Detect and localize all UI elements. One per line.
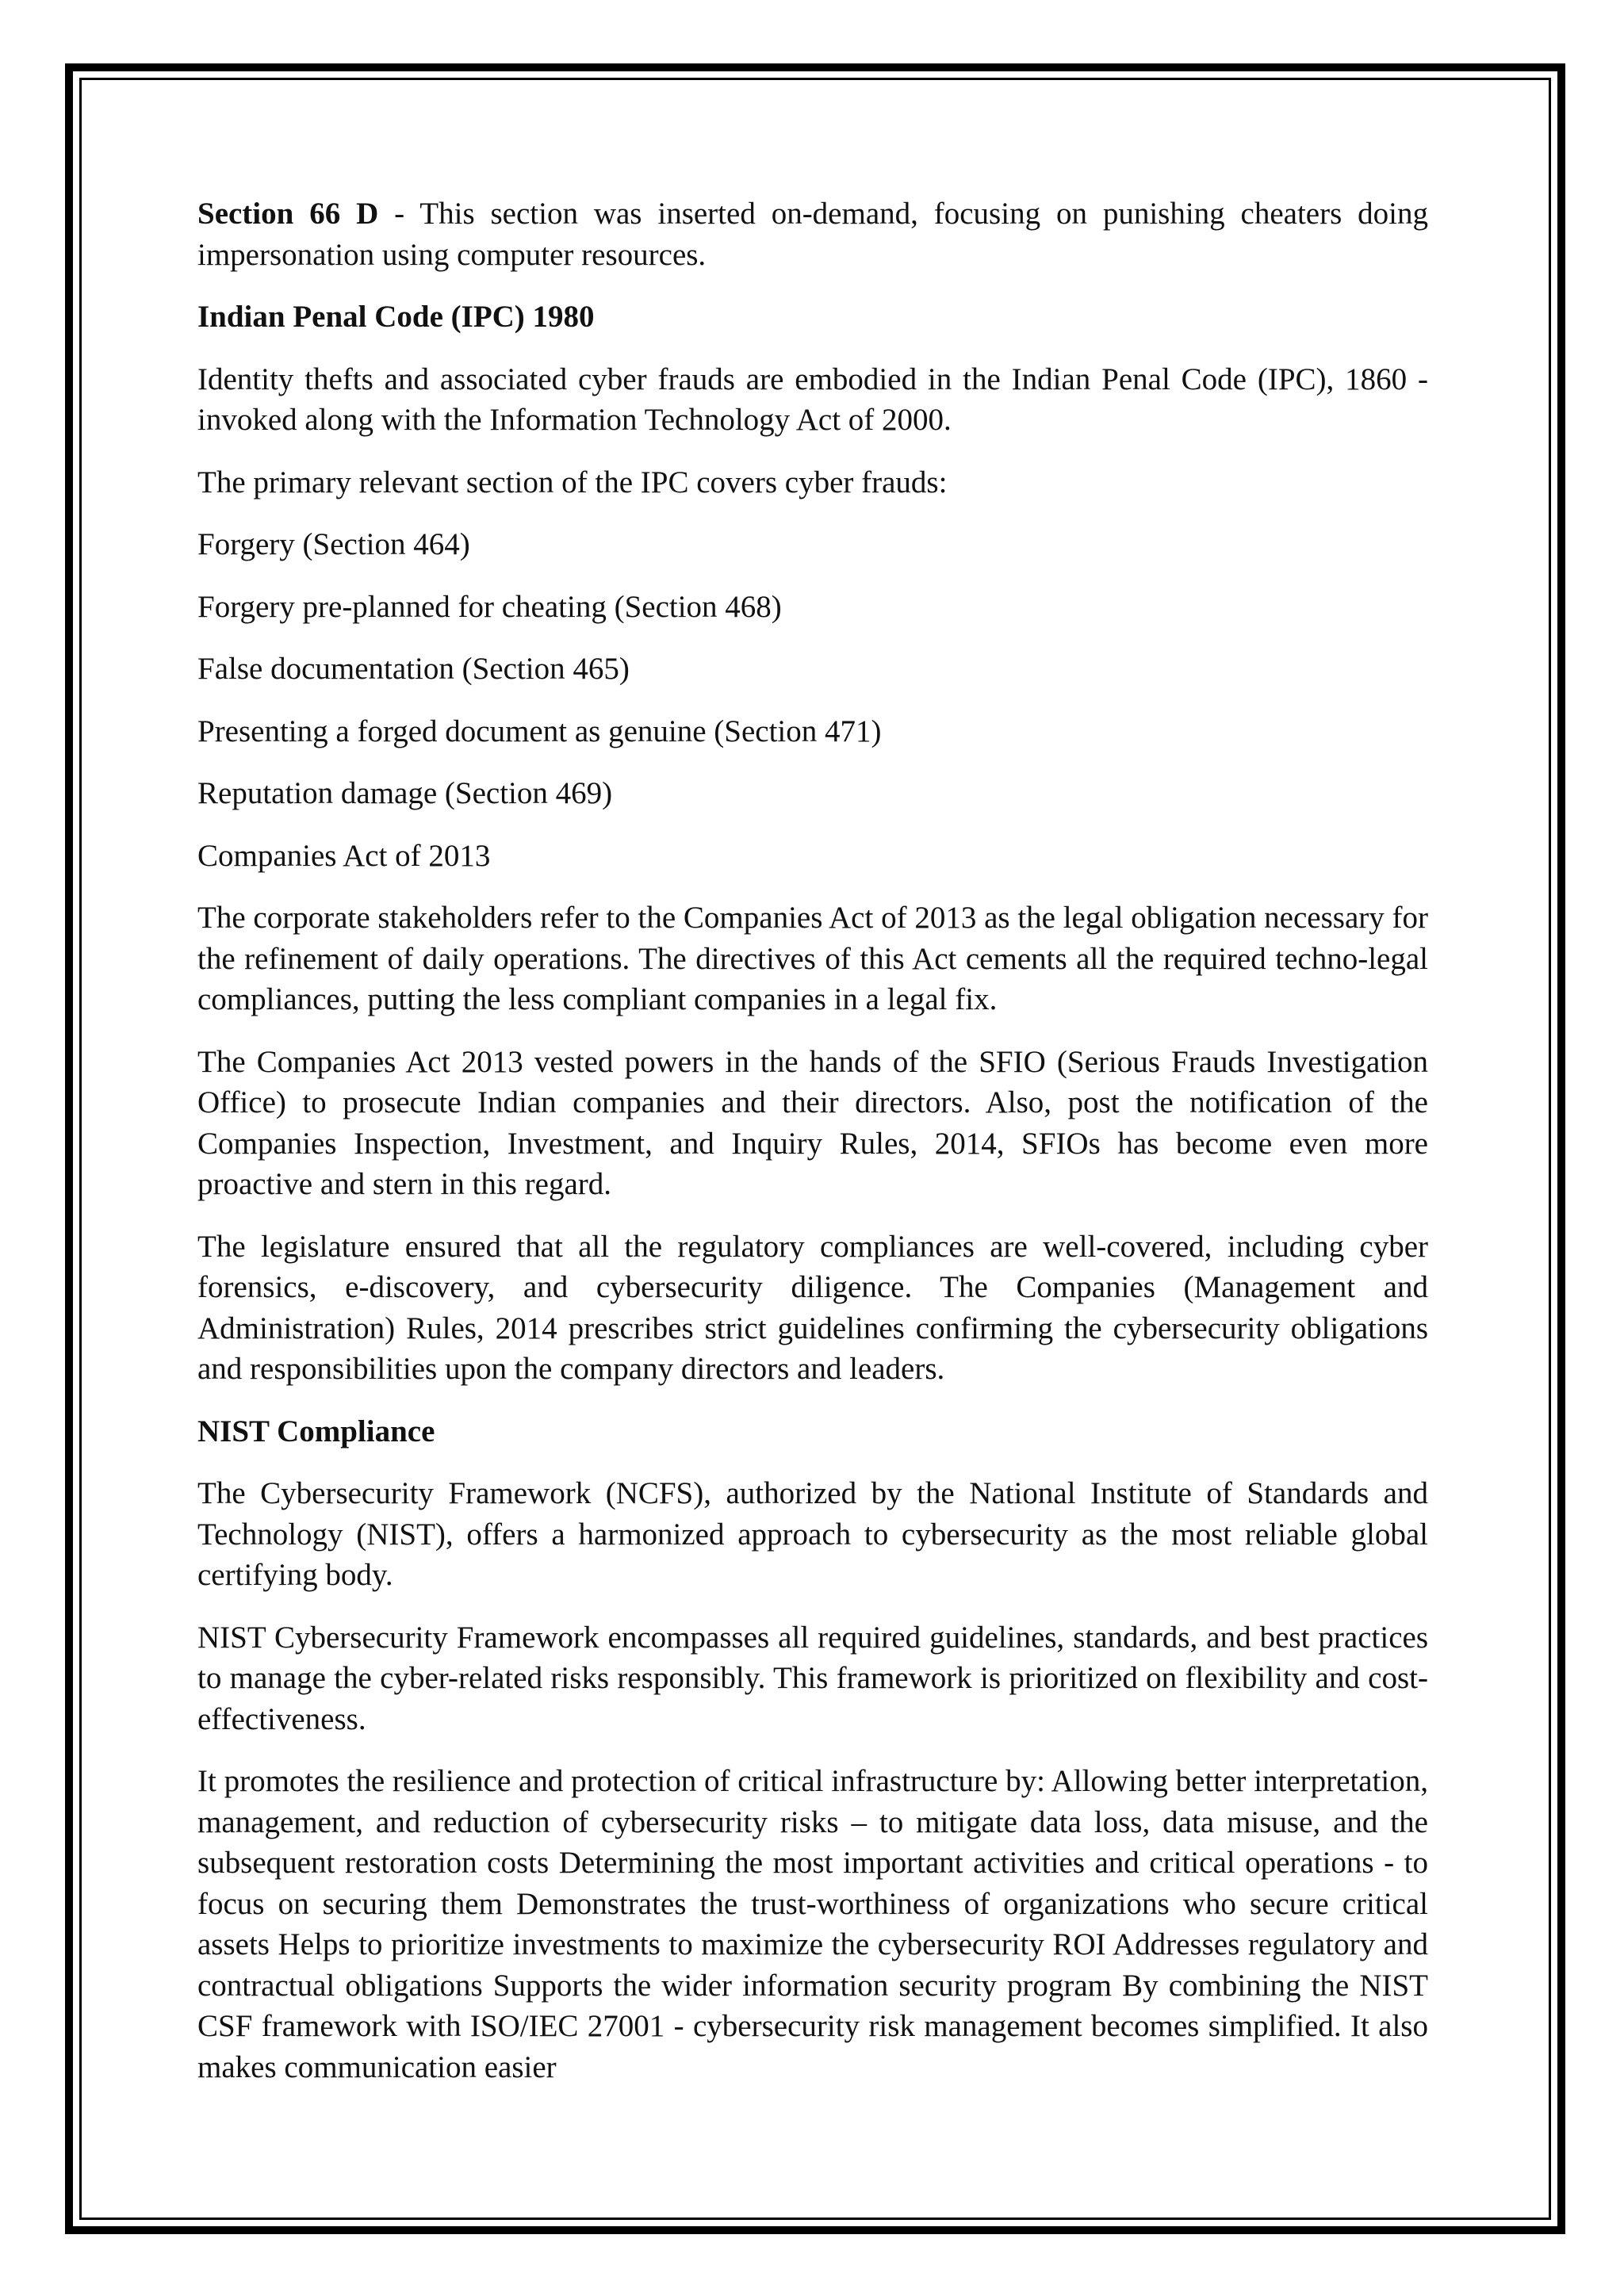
ipc-paragraph-2: The primary relevant section of the IPC covers cyber frauds: [197,465,948,499]
nist-paragraph-3: It promotes the resilience and protection of critical infrastructure by: Allowing better interpretation, management, and reduction of cybersecurity risks – to mitigate data loss, data misuse, and the subsequent restoration costs Determining the most important activities and critical operations - to focus on securing them Demonstrates the trust-worthiness of organizations who secure critical assets Helps to prioritize investments to maximize the cybersecurity ROI Addresses regulatory and contractual obligations Supports the wider information security program By combining the NIST CSF framework with ISO/IEC 27001 - cybersecurity risk management becomes simplified. It also makes communication easier [197,1764,1428,2084]
companies-act-heading: Companies Act of 2013 [197,838,491,873]
companies-act-paragraph-3: The legislature ensured that all the regulatory compliances are well-covered, including cyber forensics, e-discovery, and cybersecurity diligence. The Companies (Management and Administration) Rules, 2014 prescribes strict guidelines confirming the cybersecurity obligations and responsibilities upon the company directors and leaders. [197,1229,1428,1386]
document-body [197,193,1428,2109]
companies-act-paragraph-2: The Companies Act 2013 vested powers in the hands of the SFIO (Serious Frauds Investigation Office) to prosecute Indian companies and their directors. Also, post the notification of the Companies Inspection, Investment, and Inquiry Rules, 2014, SFIOs has become even more proactive and stern in this regard. [197,1044,1428,1201]
ipc-item-forged-document: Presenting a forged document as genuine (Section 471) [197,714,882,748]
section-66d-paragraph [197,193,1428,275]
section-66d-label: Section 66 D [197,197,379,231]
ipc-paragraph-1: Identity thefts and associated cyber frauds are embodied in the Indian Penal Code (IPC), 1860 - invoked along with the Information Technology Act of 2000. [197,362,1428,437]
nist-paragraph-2: NIST Cybersecurity Framework encompasses all required guidelines, standards, and best practices to manage the cyber-related risks responsibly. This framework is prioritized on flexibility and cost-effectiveness. [197,1620,1428,1736]
ipc-item-forgery: Forgery (Section 464) [197,527,470,561]
companies-act-paragraph-1: The corporate stakeholders refer to the Companies Act of 2013 as the legal obligation necessary for the refinement of daily operations. The directives of this Act cements all the required techno-legal compliances, putting the less compliant companies in a legal fix. [197,901,1428,1016]
ipc-item-reputation-damage: Reputation damage (Section 469) [197,776,613,810]
ipc-item-false-documentation: False documentation (Section 465) [197,652,630,686]
ipc-item-forgery-cheating: Forgery pre-planned for cheating (Section 468) [197,589,782,624]
ipc-heading: Indian Penal Code (IPC) 1980 [197,300,595,334]
nist-heading: NIST Compliance [197,1414,435,1448]
section-66d-text: - This section was inserted on-demand, focusing on punishing cheaters doing impersonation using computer resources. [197,197,1428,272]
nist-paragraph-1: The Cybersecurity Framework (NCFS), authorized by the National Institute of Standards and Technology (NIST), offers a harmonized approach to cybersecurity as the most reliable global certifying body. [197,1476,1428,1592]
